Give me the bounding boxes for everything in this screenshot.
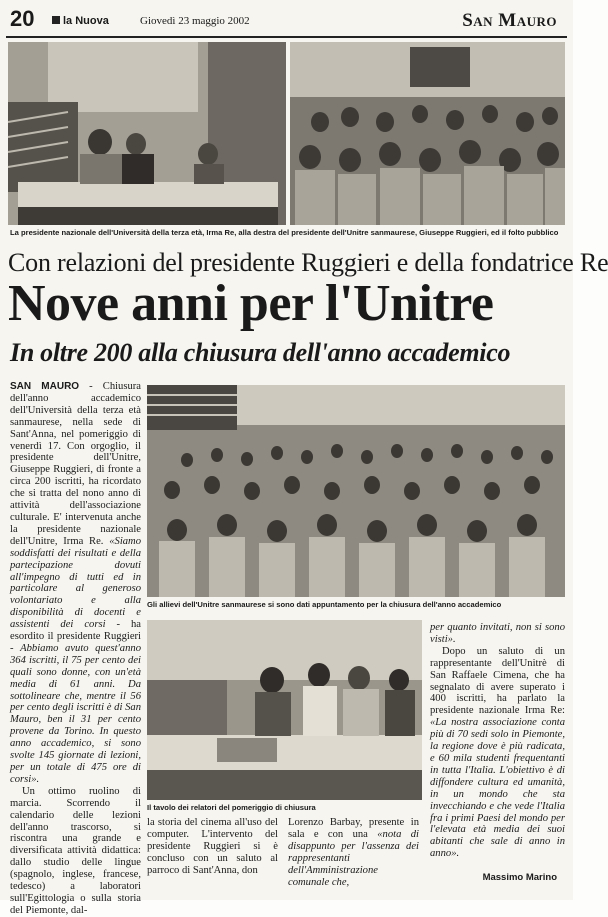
headline-overline: Con relazioni del presidente Ruggieri e della fondatrice Re [8, 248, 608, 277]
bottom-photo-caption: Il tavolo dei relatori del pomeriggio di chiusura [147, 803, 316, 812]
header-rule [6, 36, 567, 38]
photo-speakers-table [147, 620, 422, 800]
page-number: 20 [10, 6, 35, 31]
headline-main: Nove anni per l'Unitre [8, 275, 494, 332]
top-photo-caption: La presidente nazionale dell'Università della terza età, Irma Re, alla destra del presidente dell'Unitre sanmaurese, Giuseppe Ruggieri, ed il folto pubblico [10, 228, 559, 237]
article-dateline: SAN MAURO [10, 381, 80, 392]
issue-date: Giovedì 23 maggio 2002 [140, 15, 250, 27]
photo-audience-students [147, 385, 565, 597]
author-signature: Massimo Marino [482, 872, 557, 883]
photo-presidents-table [8, 42, 286, 225]
newspaper-name: la Nuova [52, 15, 109, 27]
middle-photo-caption: Gli allievi dell'Unitre sanmaurese si sono dati appuntamento per la chiusura dell'anno accademico [147, 600, 502, 609]
article-column-2: la storia del cinema all'uso del computer. L'intervento del presidente Ruggieri si è concluso con un saluto al parroco di Sant'Anna, don [147, 817, 278, 876]
photo-audience-top [290, 42, 565, 225]
article-column-4: per quanto invitati, non si sono visti». Dopo un saluto di un rappresentante dell'Unitrè di San Raffaele Cimena, che ha segnalato di avere superato i 400 iscritti, ha parlato la presidente nazionale Irma Re: «La nostra associazione conta più di 70 sedi solo in Piemonte, la regione dove è più radicata, e 60 mila studenti frequentanti in tutta l'Italia. L'obiettivo è di diffondere cultura ed umanità, in un mondo che sta invecchiando e che vede l'Italia fra i primi Paesi del mondo per l'elevata età media dei suoi abitanti che sale di anno in anno». [430, 622, 565, 860]
article-column-3: Lorenzo Barbay, presente in sala e con una «nota di disappunto per l'assenza dei rappresentanti dell'Amministrazione comunale che, [288, 817, 419, 888]
headline-subtitle: In oltre 200 alla chiusura dell'anno accademico [10, 338, 511, 367]
page-header [8, 6, 565, 36]
logo-square-icon [52, 16, 60, 24]
article-column-1: SAN MAURO - Chiusura dell'anno accademico dell'Università della terza età sanmaurese, nella sede di Sant'Anna, nel pomeriggio di venerdì 17. Con orgoglio, il presidente dell'Unitre, Giuseppe Ruggieri, di fronte a circa 200 iscritti, ha ricordato che si tratta del nono anno di attività dell'associazione culturale. E' intervenuta anche la presidente nazionale dell'Unitre, Irma Re. «Siamo soddisfatti dei risultati e della partecipazione dovuti all'impegno di tutti ed in particolare al generoso volontariato e alla disponibilità di docenti e assistenti dei corsi - ha esordito il presidente Ruggieri - Abbiamo avuto quest'anno 364 iscritti, il 75 per cento dei quali sono donne, con un'età media di 61 anni. Da sottolineare che, mentre il 56 per cento degli iscritti è di San Mauro, ben il 31 per cento provene da Torino. In questo anno accademico, si sono svolte 145 giornate di lezioni, per un totale di 475 ore di corsi». Un ottimo ruolino di marcia. Scorrendo il calendario delle lezioni dell'anno trascorso, si riscontra una grande e diversificata attività didattica: dallo studio delle lingue (spagnolo, inglese, francese, tedesco) a laboratori sull'Egittologia o sulla storia del Piemonte, dal- [10, 381, 142, 916]
section-title: San Mauro [462, 10, 557, 31]
